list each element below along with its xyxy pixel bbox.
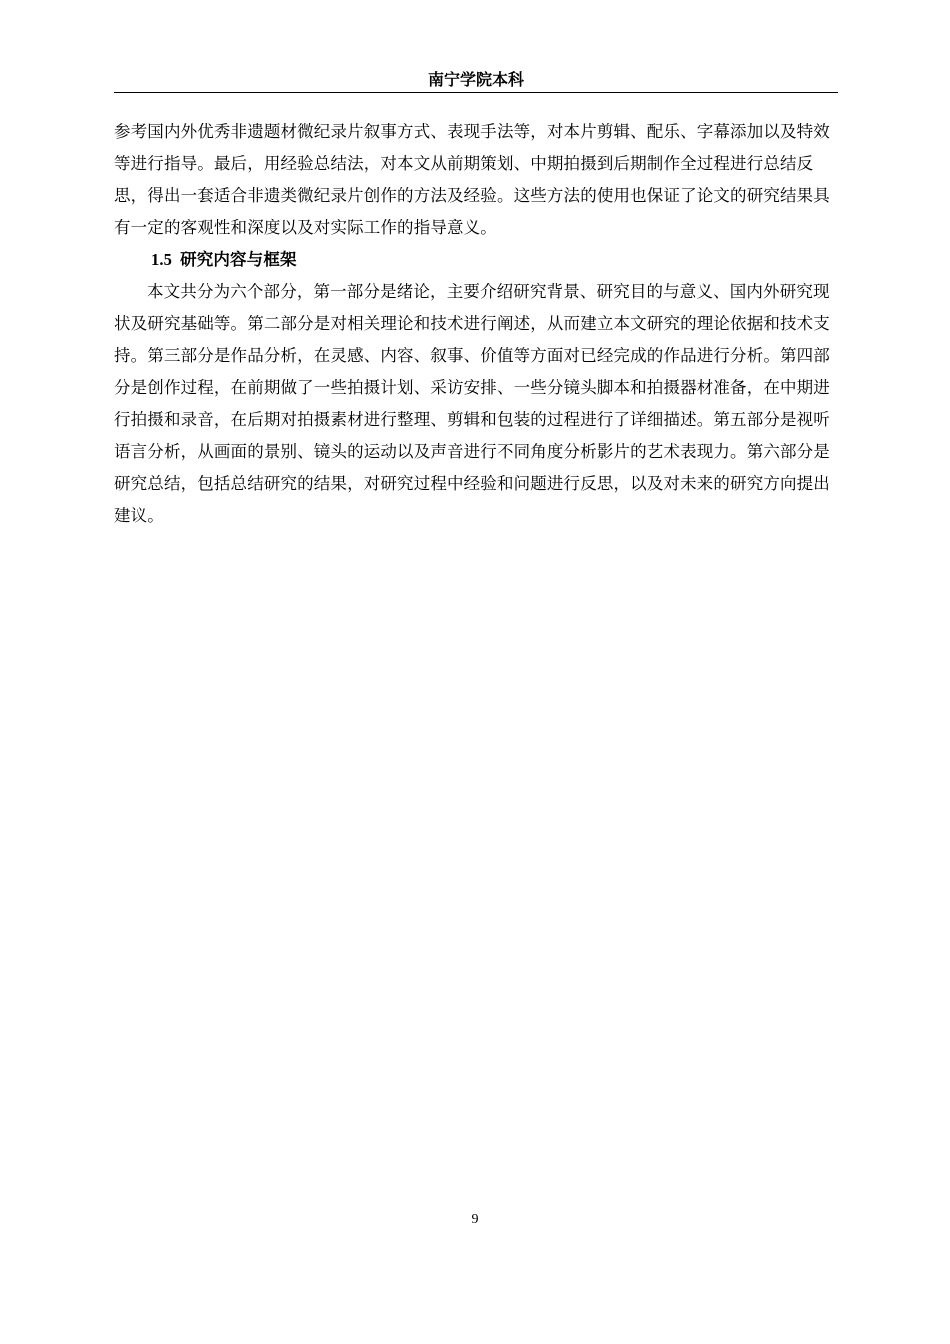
section-title: 研究内容与框架 (180, 250, 297, 269)
page-footer (0, 1210, 950, 1230)
paragraph-research-content: 本文共分为六个部分，第一部分是绪论，主要介绍研究背景、研究目的与意义、国内外研究现状及研究基础等。第二部分是对相关理论和技术进行阐述，从而建立本文研究的理论依据和技术支持。第三部分是作品分析，在灵感、内容、叙事、价值等方面对已经完成的作品进行分析。第四部分是创作过程，在前期做了一些拍摄计划、采访安排、一些分镜头脚本和拍摄器材准备，在中期进行拍摄和录音，在后期对拍摄素材进行整理、剪辑和包装的过程进行了详细描述。第五部分是视听语言分析，从画面的景别、镜头的运动以及声音进行不同角度分析影片的艺术表现力。第六部分是研究总结，包括总结研究的结果，对研究过程中经验和问题进行反思，以及对未来的研究方向提出建议。 (114, 282, 830, 525)
page-header (114, 70, 838, 93)
page-number: 9 (471, 1212, 479, 1227)
header-title: 南宁学院本科 (427, 70, 524, 89)
section-number: 1.5 (151, 250, 173, 269)
section-heading (114, 244, 838, 276)
body-text (114, 116, 838, 532)
paragraph-methods-continued: 参考国内外优秀非遗题材微纪录片叙事方式、表现手法等，对本片剪辑、配乐、字幕添加以及特效等进行指导。最后，用经验总结法，对本文从前期策划、中期拍摄到后期制作全过程进行总结反思，得出一套适合非遗类微纪录片创作的方法及经验。这些方法的使用也保证了论文的研究结果具有一定的客观性和深度以及对实际工作的指导意义。 (114, 122, 830, 237)
